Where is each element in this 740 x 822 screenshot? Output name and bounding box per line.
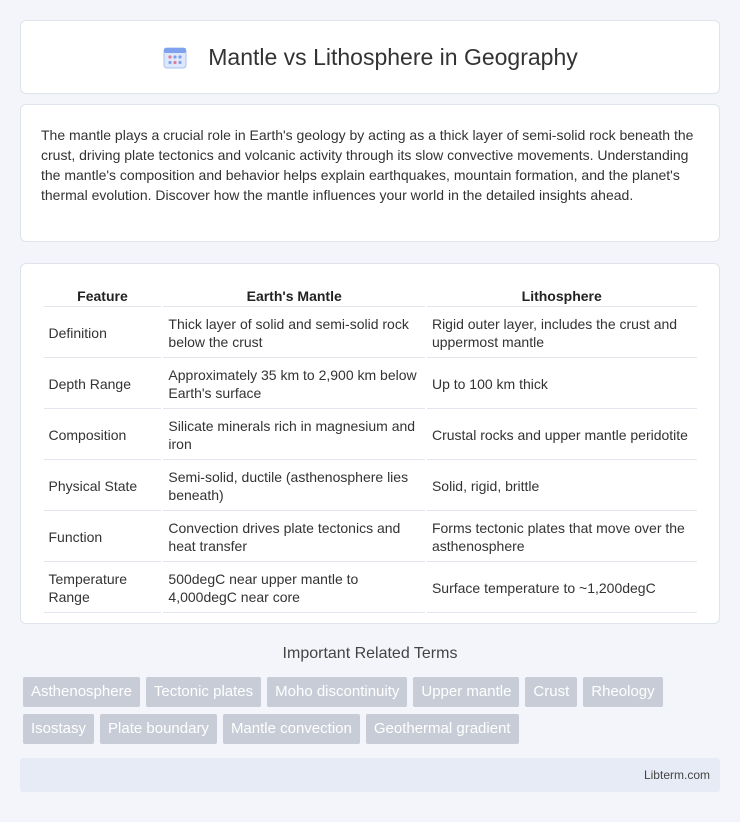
- cell-mantle: Approximately 35 km to 2,900 km below Earth's surface: [163, 360, 425, 409]
- header-feature: Feature: [44, 286, 162, 307]
- comparison-table: [42, 284, 699, 615]
- tag-mantle-convection[interactable]: Mantle convection: [223, 714, 360, 744]
- cell-feature: Function: [44, 513, 162, 562]
- tag-rheology[interactable]: Rheology: [583, 677, 662, 707]
- cell-feature: Composition: [44, 411, 162, 460]
- cell-mantle: 500degC near upper mantle to 4,000degC near core: [163, 564, 425, 613]
- table-row: [44, 462, 697, 511]
- tag-tectonic-plates[interactable]: Tectonic plates: [146, 677, 261, 707]
- cell-lithosphere: Up to 100 km thick: [427, 360, 697, 409]
- table-header-row: [44, 286, 697, 307]
- tag-geothermal-gradient[interactable]: Geothermal gradient: [366, 714, 519, 744]
- header-lithosphere: Lithosphere: [427, 286, 697, 307]
- intro-paragraph: The mantle plays a crucial role in Earth's geology by acting as a thick layer of semi-solid rock beneath the crust, driving plate tectonics and volcanic activity through its slow convective movements. Understanding the mantle's composition and behavior helps explain earthquakes, mountain formation, and the planet's thermal evolution. Discover how the mantle influences your world in the detailed insights ahead.: [41, 127, 694, 203]
- tag-crust[interactable]: Crust: [525, 677, 577, 707]
- cell-feature: Physical State: [44, 462, 162, 511]
- header-mantle: Earth's Mantle: [163, 286, 425, 307]
- tag-isostasy[interactable]: Isostasy: [23, 714, 94, 744]
- cell-lithosphere: Forms tectonic plates that move over the asthenosphere: [427, 513, 697, 562]
- cell-mantle: Convection drives plate tectonics and heat transfer: [163, 513, 425, 562]
- tag-moho-discontinuity[interactable]: Moho discontinuity: [267, 677, 407, 707]
- tag-upper-mantle[interactable]: Upper mantle: [413, 677, 519, 707]
- cell-mantle: Silicate minerals rich in magnesium and iron: [163, 411, 425, 460]
- cell-mantle: Semi-solid, ductile (asthenosphere lies beneath): [163, 462, 425, 511]
- cell-feature: Depth Range: [44, 360, 162, 409]
- tag-asthenosphere[interactable]: Asthenosphere: [23, 677, 140, 707]
- table-row: [44, 513, 697, 562]
- footer-brand-link[interactable]: Libterm.com: [643, 768, 710, 782]
- table-row: [44, 564, 697, 613]
- table-row: [44, 309, 697, 358]
- table-row: [44, 411, 697, 460]
- cell-mantle: Thick layer of solid and semi-solid rock below the crust: [163, 309, 425, 358]
- intro-card: [20, 104, 720, 242]
- cell-feature: Definition: [44, 309, 162, 358]
- footer: [20, 758, 720, 792]
- related-terms-list: [23, 677, 723, 744]
- table-row: [44, 360, 697, 409]
- cell-lithosphere: Solid, rigid, brittle: [427, 462, 697, 511]
- cell-lithosphere: Rigid outer layer, includes the crust and uppermost mantle: [427, 309, 697, 358]
- page-title: Mantle vs Lithosphere in Geography: [208, 43, 578, 70]
- related-terms-heading: Important Related Terms: [282, 645, 458, 662]
- tag-plate-boundary[interactable]: Plate boundary: [100, 714, 217, 744]
- cell-lithosphere: Surface temperature to ~1,200degC: [427, 564, 697, 613]
- comparison-table-card: [20, 263, 720, 624]
- cell-feature: Temperature Range: [44, 564, 162, 613]
- calendar-grid-icon: [162, 44, 188, 70]
- header-card: [20, 20, 720, 94]
- cell-lithosphere: Crustal rocks and upper mantle peridotite: [427, 411, 697, 460]
